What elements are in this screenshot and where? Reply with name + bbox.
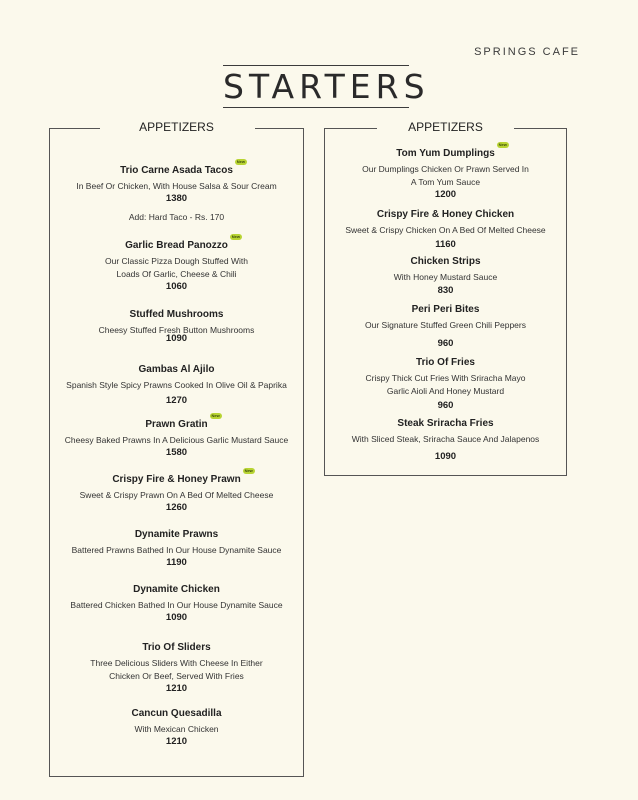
item-description: Loads Of Garlic, Cheese & Chili xyxy=(116,269,237,279)
item-description: Cheesy Baked Prawns In A Delicious Garlic Mustard Sauce xyxy=(64,435,289,445)
item-description: With Honey Mustard Sauce xyxy=(393,272,498,282)
item-price: 1090 xyxy=(165,612,188,623)
section-heading: APPETIZERS xyxy=(408,120,483,134)
item-name: Cancun Quesadilla xyxy=(131,708,222,719)
item-description: Battered Chicken Bathed In Our House Dynamite Sauce xyxy=(70,600,283,610)
item-description: Spanish Style Spicy Prawns Cooked In Olive Oil & Paprika xyxy=(66,380,287,390)
section-heading: APPETIZERS xyxy=(139,120,214,134)
item-price: 1190 xyxy=(166,557,187,568)
item-description: Sweet & Crispy Chicken On A Bed Of Melted Cheese xyxy=(345,225,546,235)
item-description: Three Delicious Sliders With Cheese In Either xyxy=(90,658,263,668)
item-price: 1060 xyxy=(165,281,188,292)
item-name: Crispy Fire & Honey Chicken xyxy=(376,209,515,220)
menu-item-prawn-gratin xyxy=(50,414,303,459)
item-price: 1580 xyxy=(165,447,188,458)
item-price: 830 xyxy=(437,285,454,296)
item-name: Crispy Fire & Honey Prawn New xyxy=(112,468,253,485)
item-name: Dynamite Chicken xyxy=(133,584,220,595)
menu-item-dynamite-prawns xyxy=(50,524,303,569)
menu-item-tom-yum-dumplings xyxy=(325,143,566,201)
item-price: 1270 xyxy=(165,395,188,406)
item-price: 960 xyxy=(437,338,454,349)
brand-name: SPRINGS CAFE xyxy=(474,46,580,58)
page-title: STARTERS xyxy=(223,67,430,106)
item-price: 1200 xyxy=(434,189,457,200)
menu-item-trio-carne-asada-tacos xyxy=(50,160,303,223)
item-description: Our Signature Stuffed Green Chili Peppers xyxy=(365,320,526,330)
item-description: With Sliced Steak, Sriracha Sauce And Jalapenos xyxy=(351,434,540,444)
item-name: Trio Of Sliders xyxy=(142,642,211,653)
item-addon: Add: Hard Taco - Rs. 170 xyxy=(128,212,225,222)
item-name: Chicken Strips xyxy=(410,256,481,267)
title-rule-bottom xyxy=(223,107,409,108)
page-title-block xyxy=(223,65,430,108)
new-badge: New xyxy=(236,159,246,164)
item-price: 1210 xyxy=(165,736,188,747)
item-price: 1090 xyxy=(434,451,457,462)
item-description: In Beef Or Chicken, With House Salsa & Sour Cream xyxy=(76,181,277,191)
item-description: With Mexican Chicken xyxy=(134,724,219,734)
item-name: Prawn Gratin New xyxy=(145,413,220,430)
item-description: A Tom Yum Sauce xyxy=(410,177,481,187)
item-name: Gambas Al Ajilo xyxy=(138,364,215,375)
menu-item-gambas-al-ajilo xyxy=(50,359,303,407)
new-badge: New xyxy=(211,413,220,418)
item-name: Garlic Bread Panozzo New xyxy=(125,234,241,251)
item-description: Chicken Or Beef, Served With Fries xyxy=(109,671,244,681)
item-description: Our Dumplings Chicken Or Prawn Served In xyxy=(362,164,529,174)
item-description: Battered Prawns Bathed In Our House Dynamite Sauce xyxy=(71,545,282,555)
item-price: 1090 xyxy=(165,333,188,344)
item-price: 1380 xyxy=(165,193,188,204)
menu-item-trio-of-sliders xyxy=(50,637,303,695)
item-description: Crispy Thick Cut Fries With Sriracha Mayo xyxy=(365,373,526,383)
menu-item-crispy-fire-honey-chicken xyxy=(325,204,566,251)
appetizers-section-right xyxy=(324,120,567,476)
item-name: Dynamite Prawns xyxy=(134,529,219,540)
new-badge: New xyxy=(231,234,241,239)
item-description: Garlic Aioli And Honey Mustard xyxy=(386,386,505,396)
title-rule-top xyxy=(223,65,409,66)
menu-item-stuffed-mushrooms xyxy=(50,304,303,345)
item-price: 1260 xyxy=(165,502,188,513)
item-price: 1160 xyxy=(435,239,456,250)
item-price: 1210 xyxy=(165,683,188,694)
appetizers-section-left xyxy=(49,120,304,777)
item-name: Trio Of Fries xyxy=(416,357,475,368)
item-description: Sweet & Crispy Prawn On A Bed Of Melted Cheese xyxy=(79,490,274,500)
menu-item-cancun-quesadilla xyxy=(50,703,303,748)
item-description: Our Classic Pizza Dough Stuffed With xyxy=(105,256,248,266)
new-badge: New xyxy=(244,468,253,473)
item-name: Steak Sriracha Fries xyxy=(397,418,494,429)
new-badge: New xyxy=(498,142,507,147)
item-name: Stuffed Mushrooms xyxy=(129,309,224,320)
menu-item-dynamite-chicken xyxy=(50,579,303,624)
menu-item-steak-sriracha-fries xyxy=(325,413,566,463)
item-price: 960 xyxy=(437,400,454,411)
item-name: Peri Peri Bites xyxy=(411,304,480,315)
menu-item-trio-of-fries xyxy=(325,352,566,412)
item-name: Tom Yum Dumplings New xyxy=(396,142,507,159)
item-name: Trio Carne Asada Tacos New xyxy=(120,159,246,176)
item-description: Cheesy Stuffed Fresh Button Mushrooms xyxy=(98,325,255,335)
menu-item-chicken-strips xyxy=(325,251,566,297)
menu-item-peri-peri-bites xyxy=(325,299,566,350)
menu-item-garlic-bread-panozzo xyxy=(50,235,303,293)
menu-item-crispy-fire-honey-prawn xyxy=(50,469,303,514)
